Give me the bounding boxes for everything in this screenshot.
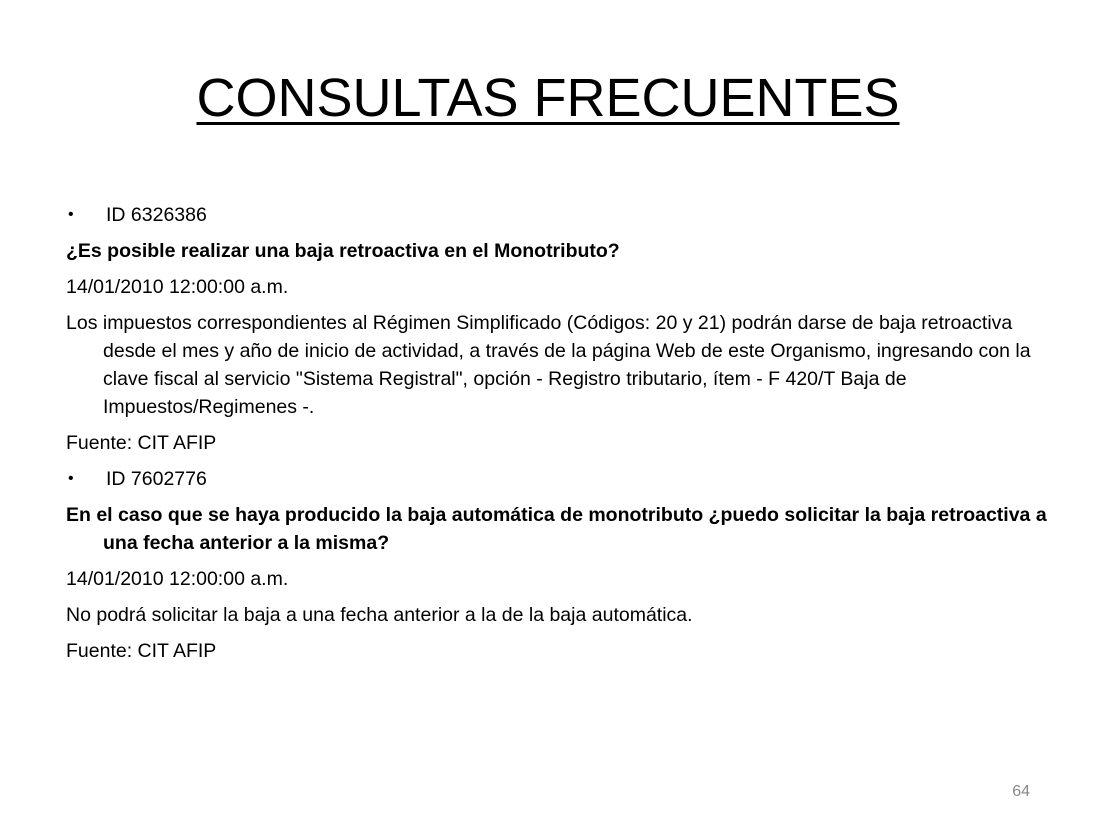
faq-content bbox=[66, 201, 1056, 673]
faq-id-item bbox=[66, 201, 1056, 229]
faq-question: ¿Es posible realizar una baja retroactiva en el Monotributo? bbox=[66, 240, 620, 262]
faq-id: ID 7602776 bbox=[106, 468, 207, 490]
faq-answer: Los impuestos correspondientes al Régimen Simplificado (Códigos: 20 y 21) podrán darse de baja retroactiva desde el mes y año de inicio de actividad, a través de la página Web de este Organismo, ingresando con la clave fiscal al servicio "Sistema Registral", opción - Registro tributario, ítem - F 420/T Baja de Impuestos/Regimenes -. bbox=[66, 312, 1031, 418]
faq-id-item bbox=[66, 465, 1056, 493]
slide-title-text: CONSULTAS FRECUENTES bbox=[196, 68, 900, 128]
slide-title bbox=[0, 62, 1096, 134]
faq-source: Fuente: CIT AFIP bbox=[66, 432, 217, 454]
bullet-icon: • bbox=[68, 206, 74, 223]
faq-question: En el caso que se haya producido la baja automática de monotributo ¿puedo solicitar la baja retroactiva a una fecha anterior a la misma? bbox=[66, 504, 1047, 554]
faq-source: Fuente: CIT AFIP bbox=[66, 640, 217, 662]
faq-date: 14/01/2010 12:00:00 a.m. bbox=[66, 276, 289, 298]
bullet-icon: • bbox=[68, 470, 74, 487]
faq-date: 14/01/2010 12:00:00 a.m. bbox=[66, 568, 289, 590]
page-number: 64 bbox=[1012, 783, 1030, 800]
faq-answer: No podrá solicitar la baja a una fecha anterior a la de la baja automática. bbox=[66, 604, 693, 626]
faq-id: ID 6326386 bbox=[106, 204, 207, 226]
